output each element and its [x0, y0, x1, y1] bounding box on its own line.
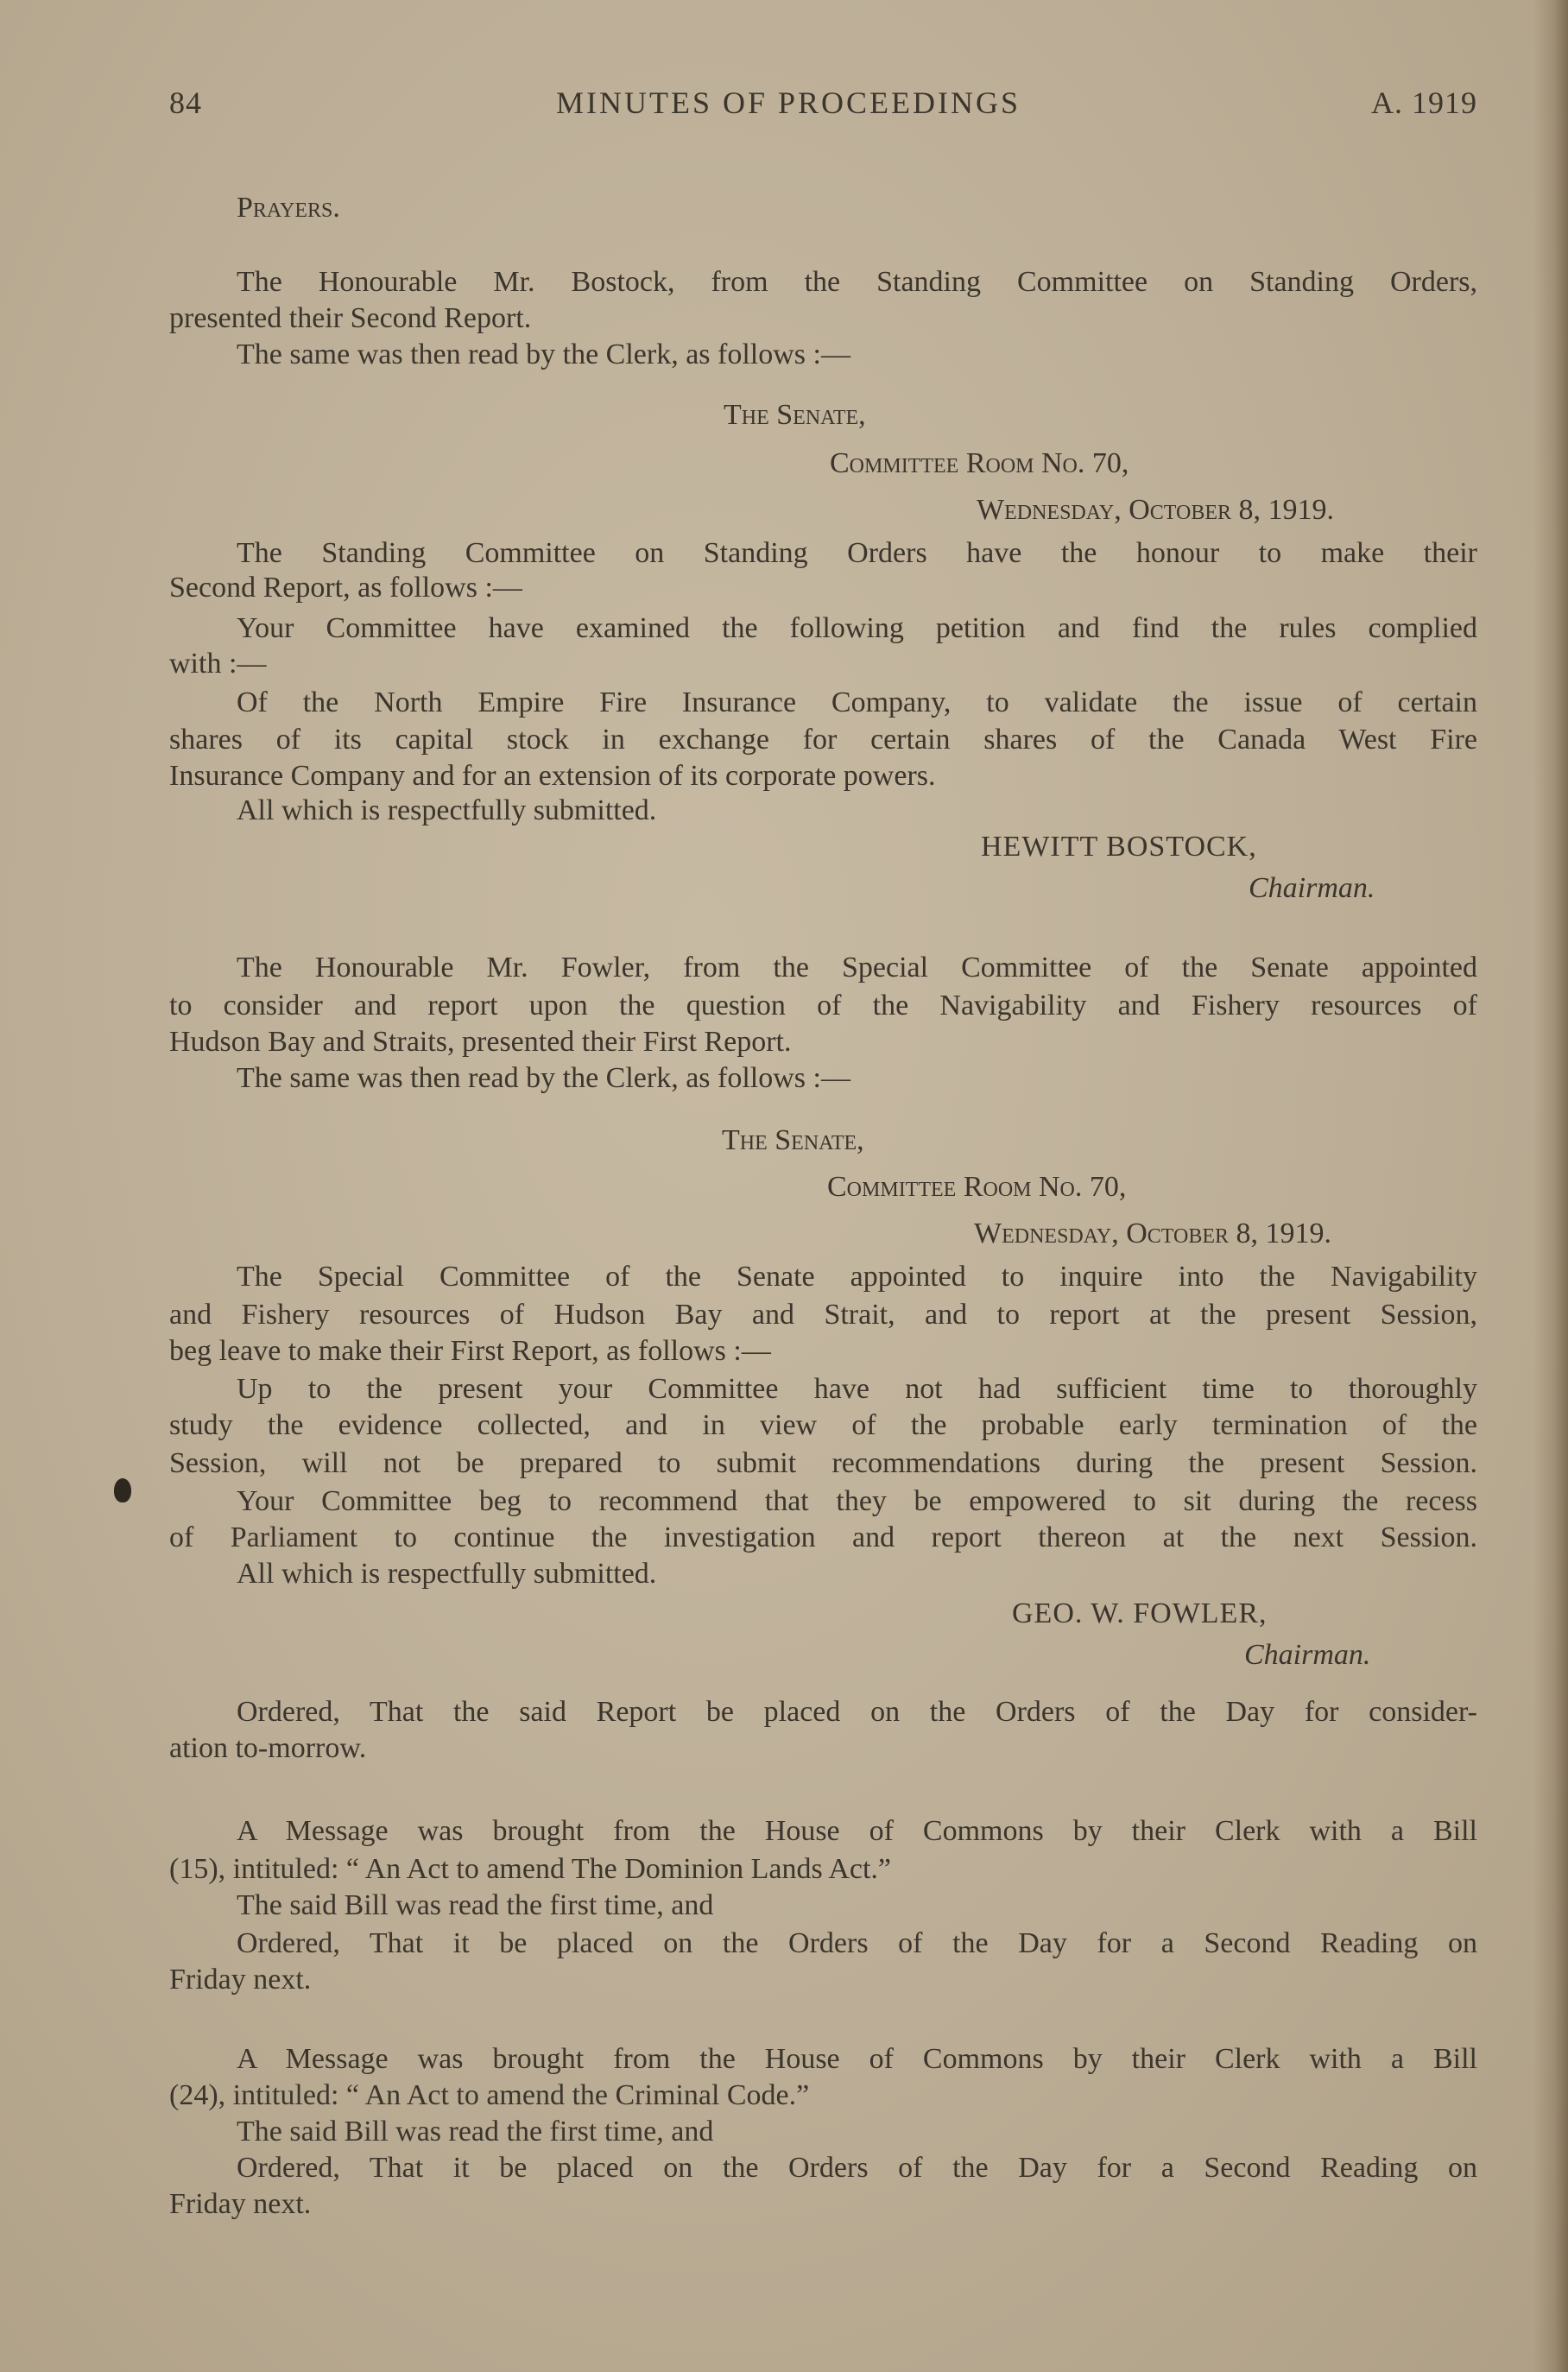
item2-signature-name: GEO. W. FOWLER,	[1012, 1597, 1268, 1629]
item3-line4: Ordered, That it be placed on the Orders of the Day for a Second Reading on	[237, 1927, 1477, 1959]
item1-body-line7: Insurance Company and for an extension of its corporate powers.	[169, 760, 936, 792]
item1-line3: The same was then read by the Clerk, as follows :—	[237, 338, 850, 370]
item4-line1: A Message was brought from the House of Commons by their Clerk with a Bill	[237, 2043, 1477, 2075]
item2-body-line3: beg leave to make their First Report, as follows :—	[169, 1335, 771, 1367]
item1-signature-name: HEWITT BOSTOCK,	[981, 831, 1257, 863]
item4-line5: Friday next.	[169, 2188, 312, 2220]
item1-body-line6: shares of its capital stock in exchange for certain shares of the Canada West Fire	[169, 724, 1477, 756]
item2-signature-title: Chairman.	[1244, 1639, 1371, 1671]
item1-address-room: Committee Room No. 70,	[830, 447, 1129, 479]
item2-body-line4: Up to the present your Committee have not had sufficient time to thoroughly	[237, 1373, 1477, 1405]
item1-body-line3: Your Committee have examined the following petition and find the rules complied	[237, 612, 1477, 644]
item2-line3: Hudson Bay and Straits, presented their First Report.	[169, 1026, 792, 1058]
page-edge-shadow	[1533, 0, 1568, 2372]
item2-line4: The same was then read by the Clerk, as follows :—	[237, 1062, 850, 1094]
item1-address-senate: The Senate,	[724, 399, 866, 431]
item3-line1: A Message was brought from the House of Commons by their Clerk with a Bill	[237, 1815, 1477, 1847]
item3-line5: Friday next.	[169, 1964, 312, 1996]
item2-body-line2: and Fishery resources of Hudson Bay and Strait, and to report at the present Session,	[169, 1299, 1477, 1331]
item3-line2: (15), intituled: “ An Act to amend The Dominion Lands Act.”	[169, 1853, 892, 1885]
prayers-heading: Prayers.	[237, 192, 340, 224]
item2-address-senate: The Senate,	[722, 1124, 864, 1156]
item2-line1: The Honourable Mr. Fowler, from the Special Committee of the Senate appointed	[237, 952, 1477, 984]
ink-blot	[114, 1478, 131, 1502]
item1-body-line5: Of the North Empire Fire Insurance Company, to validate the issue of certain	[237, 686, 1477, 718]
item1-line2: presented their Second Report.	[169, 302, 532, 334]
item3-line3: The said Bill was read the first time, and	[237, 1889, 714, 1921]
item1-line1: The Honourable Mr. Bostock, from the Standing Committee on Standing Orders,	[237, 266, 1477, 298]
item1-address-date: Wednesday, October 8, 1919.	[977, 494, 1335, 526]
item1-body-line4: with :—	[169, 648, 267, 680]
item2-body-line9: All which is respectfully submitted.	[237, 1558, 657, 1590]
item2-order-line2: ation to-morrow.	[169, 1732, 367, 1764]
item2-body-line8: of Parliament to continue the investigation and report thereon at the next Session.	[169, 1521, 1477, 1553]
item2-order-line1: Ordered, That the said Report be placed on the Orders of the Day for consider-	[237, 1696, 1477, 1728]
item1-body-line1: The Standing Committee on Standing Orders have the honour to make their	[237, 537, 1477, 569]
item2-address-date: Wednesday, October 8, 1919.	[974, 1218, 1332, 1249]
item2-address-room: Committee Room No. 70,	[827, 1171, 1127, 1203]
item2-body-line7: Your Committee beg to recommend that they be empowered to sit during the recess	[237, 1485, 1477, 1517]
item4-line2: (24), intituled: “ An Act to amend the Criminal Code.”	[169, 2079, 810, 2111]
page-title: MINUTES OF PROCEEDINGS	[556, 85, 1021, 120]
item4-line3: The said Bill was read the first time, and	[237, 2116, 714, 2147]
item1-body-line8: All which is respectfully submitted.	[237, 794, 657, 826]
item4-line4: Ordered, That it be placed on the Orders of the Day for a Second Reading on	[237, 2152, 1477, 2184]
session-year: A. 1919	[1371, 85, 1477, 120]
item2-body-line1: The Special Committee of the Senate appointed to inquire into the Navigability	[237, 1261, 1477, 1293]
running-head	[169, 85, 1477, 136]
item2-body-line6: Session, will not be prepared to submit recommendations during the present Session.	[169, 1447, 1477, 1479]
page-number: 84	[169, 85, 202, 120]
item2-line2: to consider and report upon the question of the Navigability and Fishery resources of	[169, 990, 1477, 1022]
item1-body-line2: Second Report, as follows :—	[169, 572, 522, 604]
item1-signature-title: Chairman.	[1249, 872, 1375, 904]
item2-body-line5: study the evidence collected, and in view of the probable early termination of the	[169, 1409, 1477, 1441]
